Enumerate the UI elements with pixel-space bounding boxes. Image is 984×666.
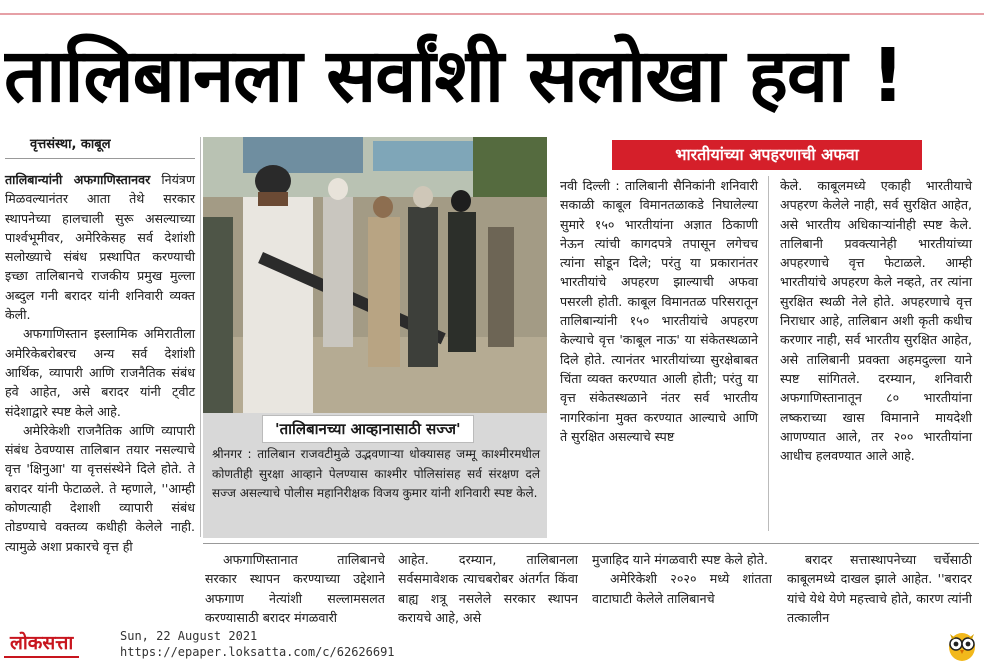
bottom-paragraph-2: आहेत. दरम्यान, तालिबानला सर्वसमावेशक त्याचबरोबर अंतर्गत किंवा बाह्य शत्रू नसलेले सरकार स्थापन करायचे आहे, असे [398,552,578,625]
masthead-strip [0,0,984,20]
bottom-column-3 [592,550,772,626]
lead-paragraph [5,170,195,324]
paragraph-2: अफगाणिस्तान इस्लामिक अमिरातीला अमेरिकेबरोबरच अन्य सर्व देशांशी आर्थिक, व्यापारी आणि राजनैतिक संबंध हवे आहेत, असे बरादर यांनी ट्वीट संदेशाद्वारे स्पष्ट केले आहे. [5,326,195,419]
bottom-paragraph-3a: मुजाहिद याने मंगळवारी स्पष्ट केले होते. [592,552,768,567]
footer-url[interactable]: https://epaper.loksatta.com/c/62626691 [120,645,395,659]
caption-title: 'तालिबानच्या आव्हानासाठी सज्ज' [262,415,474,443]
bottom-paragraph-3b: अमेरिकेशी २०२० मध्ये शांतता वाटाघाटी केलेले तालिबानचे [592,571,772,606]
byline-rule [5,158,195,159]
sidebar-column-2: केले. काबूलमध्ये एकाही भारतीयाचे अपहरण केलेले नाही, सर्व सुरक्षित आहेत, असे भारतीय अधिकाऱ्यांनीही स्पष्ट केले. तालिबानी प्रवक्त्यानेही भारतीयांच्या अपहरणाचे वृत्त फेटाळले. आम्ही भारतीयांचे अपहरण केले नव्हते, तर त्यांना सुरक्षित स्थळी नेले होते. अपहरणाचे वृत्त निराधार आहे, तालिबान अशी कृती कधीच करणार नाही, सर्व भारतीय सुरक्षित आहेत, असे तालिबानी प्रवक्ता अहमदुल्ला याने स्पष्ट सांगितले. दरम्यान, शनिवारी अफगाणिस्तानातून ८० भारतीयांना लष्कराच्या खास विमानाने मायदेशी आणण्यात आले, तर २०० भारतीयांना आधीच हलवण्यात आले आहे. [780,178,972,464]
column-divider-2 [768,176,769,531]
lead-rest: नियंत्रण मिळवल्यानंतर आता तेथे सरकार स्थापनेच्या हालचाली सुरू असल्याच्या पार्श्वभूमीवर, अमेरिकेसह सर्व देशांशी सलोख्याचे संबंध प्रस्थापित करण्याची इच्छा तालिबानचे राजकीय प्रमुख मुल्ला अब्दुल गनी बरादर यांनी शनिवारी व्यक्त केली. [5,172,195,323]
owl-mascot-icon [946,628,978,662]
masthead-rule [0,13,984,15]
sidebar-column-1: नवी दिल्ली : तालिबानी सैनिकांनी शनिवारी सकाळी काबूल विमानतळाकडे निघालेल्या सुमारे १५० भारतीयांना अज्ञात ठिकाणी नेऊन त्यांची कागदपत्रे तपासून लगेचच त्यांना सोडून दिले; परंतु या प्रकारानंतर भारतीयांचे अपहरण झाल्याची अफवा पसरली होती. काबूल विमानतळ परिसरातून तालिबान्यांनी १५० भारतीयांचे अपहरण केल्याचे वृत्त 'काबूल नाऊ' या संकेतस्थळाने दिले होते. त्यानंतर भारतीयांच्या सुरक्षेबाबत चिंता व्यक्त करण्यात आली होती; परंतु या वृत्त संकेतस्थळाने नंतर सर्व भारतीय नागरिकांना मुक्त करण्यात आल्याचे आणि ते सुरक्षित असल्याचे स्पष्ट [560,178,758,444]
column-divider-1 [200,137,201,537]
bottom-column-2 [398,550,578,626]
bottom-rule [203,543,979,544]
footer-meta [120,628,395,660]
caption-text: श्रीनगर : तालिबान राजवटीमुळे उद्भवणाऱ्या धोक्यासह जम्मू काश्मीरमधील कोणतीही सुरक्षा आव्हाने पेलण्यास काश्मीर पोलिसांसह सर्व संरक्षण दले सज्ज असल्याचे पोलीस महानिरीक्षक विजय कुमार यांनी शनिवारी स्पष्ट केले. [212,447,540,500]
bottom-column-4 [787,550,972,626]
bottom-column-1 [205,550,385,626]
lead-bold: तालिबान्यांनी अफगाणिस्तानवर [5,172,151,187]
article-column-1 [5,170,195,556]
bottom-paragraph-4: बरादर सत्तास्थापनेच्या चर्चेसाठी काबूलमध्ये दाखल झाले आहेत. ''बरादर यांचे येथे येणे महत्त्वाचे होते, कारण त्यांनी तत्कालीन [787,552,972,625]
loksatta-logo[interactable]: लोकसत्ता [4,630,79,658]
news-photo [203,137,547,413]
headline: तालिबानला सर्वांशी सलोखा हवा ! [4,33,904,119]
bottom-paragraph-1: अफगाणिस्तानात तालिबानचे सरकार स्थापन करण्याच्या उद्देशाने अफगाण नेत्यांशी सल्लामसलत करण्यासाठी बरादर मंगळवारी [205,552,385,625]
paragraph-3: अमेरिकेशी राजनैतिक आणि व्यापारी संबंध ठेवण्यास तालिबान तयार नसल्याचे वृत्त 'क्षिनुआ' या वृत्तसंस्थेने दिले होते. ते बरादर यांनी फेटाळले. ते म्हणाले, ''आम्ही कोणत्याही देशाशी व्यापारी संबंध तोडण्याचे वक्तव्य कधीही केलेले नाही. त्यामुळे अशा प्रकारचे वृत्त ही [5,422,195,554]
footer-date: Sun, 22 August 2021 [120,629,258,643]
sidebar-title: भारतीयांच्या अपहरणाची अफवा [612,140,922,170]
byline: वृत्तसंस्था, काबूल [30,137,111,152]
